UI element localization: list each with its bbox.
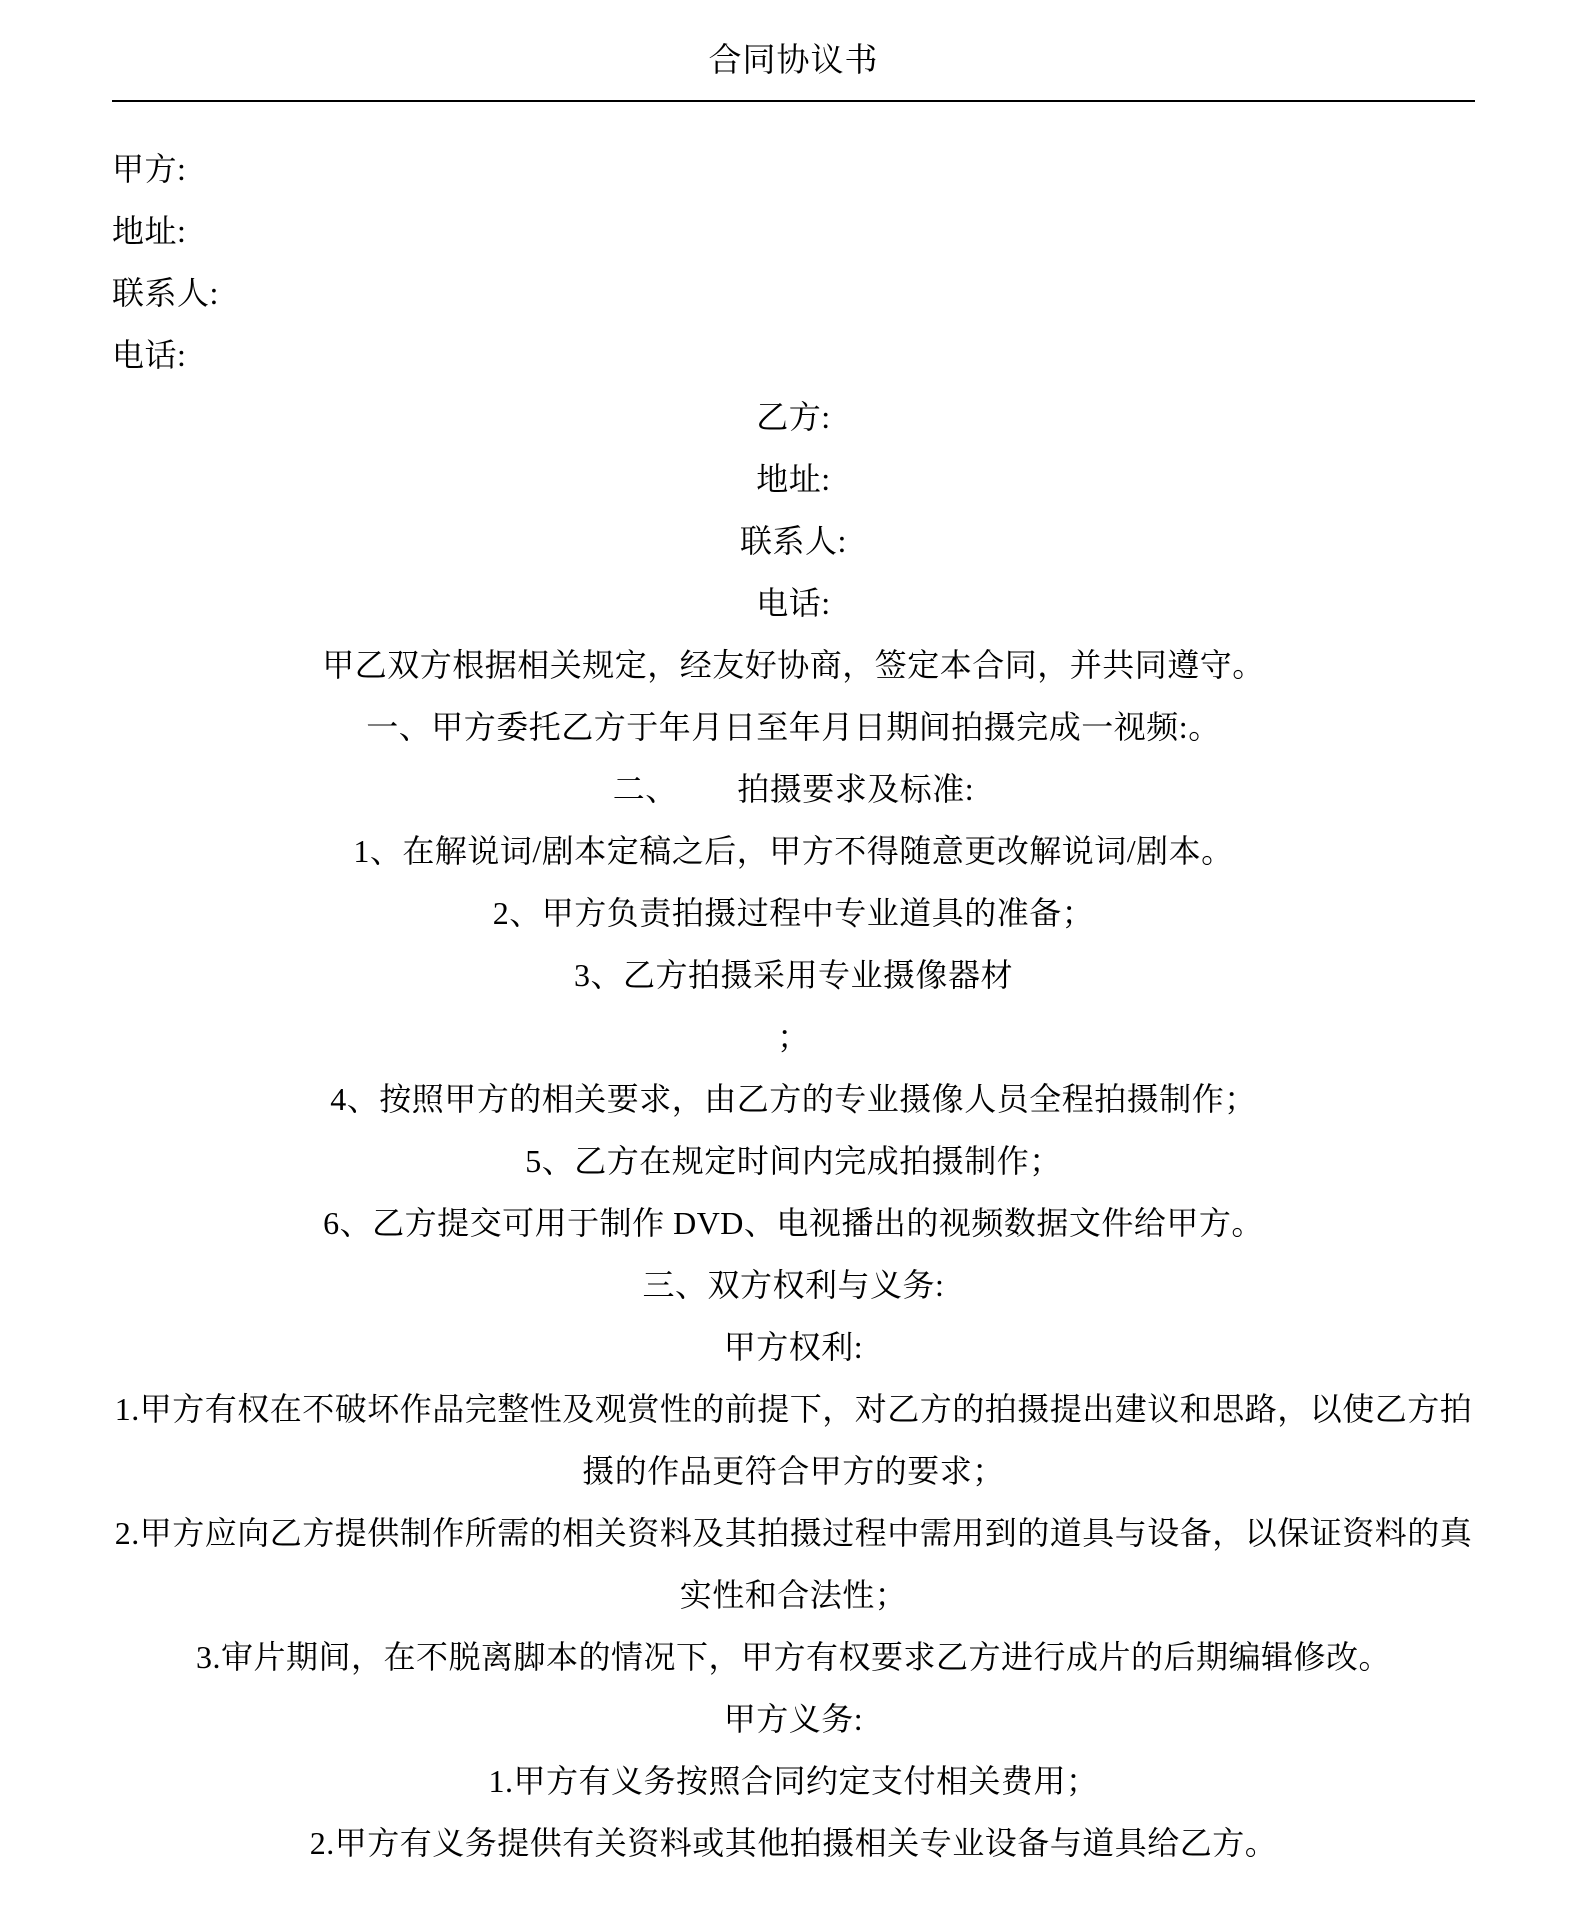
contract-line: 2、甲方负责拍摄过程中专业道具的准备； [492, 895, 1095, 931]
contract-line: 4、按照甲方的相关要求，由乙方的专业摄像人员全程拍摄制作； [330, 1081, 1257, 1117]
contract-line: 6、乙方提交可用于制作 DVD、电视播出的视频数据文件给甲方。 [323, 1205, 1264, 1241]
contract-line: 电话: [756, 585, 831, 621]
contract-line: 1.甲方有义务按照合同约定支付相关费用； [488, 1763, 1099, 1799]
contract-line: 二、 拍摄要求及标准: [612, 771, 975, 807]
contract-line: 3、乙方拍摄采用专业摄像器材 [573, 957, 1013, 993]
party-a-line: 甲方: [112, 151, 187, 187]
contract-line: 地址: [756, 461, 831, 497]
contract-line: 乙方: [756, 399, 831, 435]
contract-line: 1、在解说词/剧本定稿之后，甲方不得随意更改解说词/剧本。 [353, 833, 1234, 869]
contract-line: 3.审片期间，在不脱离脚本的情况下，甲方有权要求乙方进行成片的后期编辑修改。 [195, 1639, 1391, 1675]
party-a-line: 地址: [112, 213, 187, 249]
contract-body [112, 386, 1475, 1874]
document-title: 合同协议书 [708, 41, 879, 78]
contract-line: ； [777, 1019, 810, 1055]
contract-line: 5、乙方在规定时间内完成拍摄制作； [525, 1143, 1062, 1179]
contract-line: 2.甲方有义务提供有关资料或其他拍摄相关专业设备与道具给乙方。 [309, 1825, 1278, 1861]
title-divider [112, 100, 1475, 102]
contract-line: 联系人: [740, 523, 847, 559]
party-a-line: 联系人: [112, 275, 219, 311]
contract-line: 甲方权利: [723, 1329, 864, 1365]
contract-line: 甲方义务: [723, 1701, 864, 1737]
contract-line: 甲乙双方根据相关规定，经友好协商，签定本合同，并共同遵守。 [322, 647, 1265, 683]
contract-line: 1.甲方有权在不破坏作品完整性及观赏性的前提下，对乙方的拍摄提出建议和思路，以使乙方拍摄的作品更符合甲方的要求； [114, 1391, 1473, 1489]
contract-line: 2.甲方应向乙方提供制作所需的相关资料及其拍摄过程中需用到的道具与设备，以保证资料的真实性和合法性； [114, 1515, 1473, 1613]
party-a-line: 电话: [112, 337, 187, 373]
party-a-block [112, 138, 1475, 386]
contract-line: 三、双方权利与义务: [642, 1267, 945, 1303]
contract-line: 一、甲方委托乙方于年月日至年月日期间拍摄完成一视频:。 [366, 709, 1221, 745]
